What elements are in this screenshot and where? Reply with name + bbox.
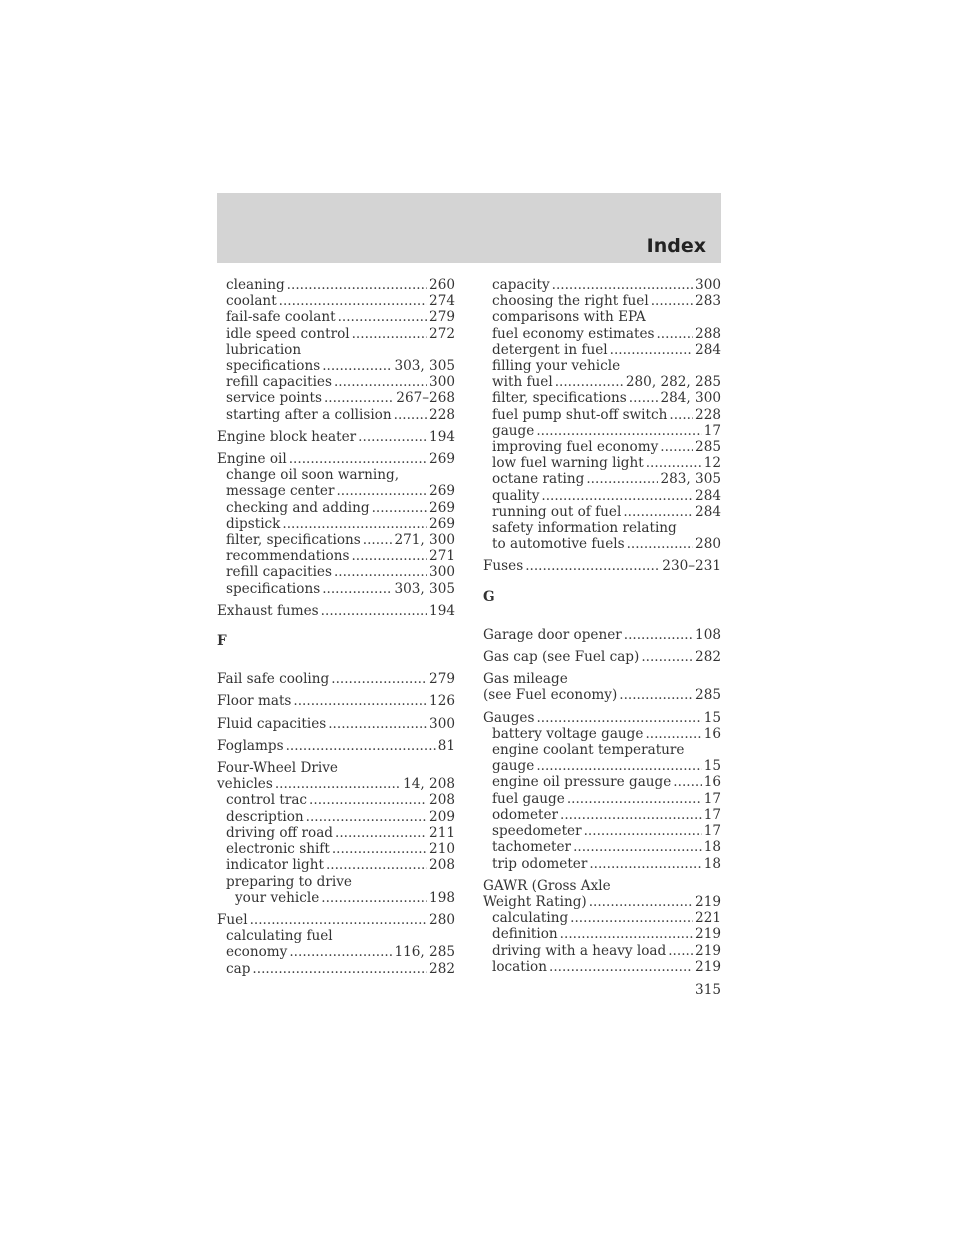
index-entry: cleaning ..... 260: [217, 277, 455, 293]
index-entry: control trac ..... 208: [217, 792, 455, 808]
section-letter: F: [217, 633, 227, 650]
index-entry: recommendations ..... 271: [217, 548, 455, 564]
index-entry: calculating ..... 221: [483, 910, 721, 926]
index-entry: battery voltage gauge ..... 16: [483, 726, 721, 742]
index-entry: specifications ..... 303, 305: [217, 581, 455, 597]
index-entry: starting after a collision ..... 228: [217, 407, 455, 423]
index-entry-line: Four-Wheel Drive: [217, 760, 338, 777]
index-entry: (see Fuel economy) ..... 285: [483, 687, 721, 703]
index-entry: running out of fuel ..... 284: [483, 504, 721, 520]
index-column-left: [217, 277, 455, 977]
index-entry: to automotive fuels ..... 280: [483, 536, 721, 552]
index-entry: Weight Rating) ..... 219: [483, 894, 721, 910]
index-entry: fuel gauge ..... 17: [483, 791, 721, 807]
header-band: [217, 193, 721, 263]
index-entry-line: lubrication: [226, 341, 302, 358]
index-entry: refill capacities ..... 300: [217, 374, 455, 390]
index-entry: description ..... 209: [217, 809, 455, 825]
index-entry-line: filling your vehicle: [492, 358, 621, 375]
index-column-right: [483, 277, 721, 975]
index-entry: fail-safe coolant ..... 279: [217, 309, 455, 325]
page-title: Index: [646, 235, 706, 257]
index-entry: tachometer ..... 18: [483, 839, 721, 855]
index-entry: coolant ..... 274: [217, 293, 455, 309]
index-entry: filter, specifications ..... 284, 300: [483, 390, 721, 406]
index-entry: Floor mats ..... 126: [217, 693, 455, 709]
index-entry: definition ..... 219: [483, 926, 721, 942]
index-entry-line: preparing to drive: [226, 873, 352, 890]
index-entry: gauge ..... 15: [483, 758, 721, 774]
index-entry: Fuses ..... 230–231: [483, 558, 721, 574]
index-entry: Fluid capacities ..... 300: [217, 716, 455, 732]
index-entry: vehicles ..... 14, 208: [217, 776, 455, 792]
index-entry: odometer ..... 17: [483, 807, 721, 823]
index-entry: filter, specifications ..... 271, 300: [217, 532, 455, 548]
index-entry: octane rating ..... 283, 305: [483, 471, 721, 487]
index-entry: quality ..... 284: [483, 488, 721, 504]
index-entry: message center ..... 269: [217, 483, 455, 499]
index-entry: Engine block heater ..... 194: [217, 429, 455, 445]
index-entry: electronic shift ..... 210: [217, 841, 455, 857]
index-entry: engine oil pressure gauge ..... 16: [483, 774, 721, 790]
index-entry: location ..... 219: [483, 959, 721, 975]
index-entry-line: change oil soon warning,: [226, 467, 400, 484]
index-entry: service points ..... 267–268: [217, 390, 455, 406]
index-entry: Garage door opener ..... 108: [483, 627, 721, 643]
index-entry: driving off road ..... 211: [217, 825, 455, 841]
index-entry: your vehicle ..... 198: [217, 890, 455, 906]
index-entry: improving fuel economy ..... 285: [483, 439, 721, 455]
index-entry: indicator light ..... 208: [217, 857, 455, 873]
index-entry: capacity ..... 300: [483, 277, 721, 293]
index-entry: specifications ..... 303, 305: [217, 358, 455, 374]
index-entry: fuel pump shut-off switch ..... 228: [483, 407, 721, 423]
index-entry-line: GAWR (Gross Axle: [483, 877, 611, 894]
index-entry-line: calculating fuel: [226, 928, 333, 945]
index-entry: cap ..... 282: [217, 961, 455, 977]
index-entry: speedometer ..... 17: [483, 823, 721, 839]
index-entry: Gauges ..... 15: [483, 710, 721, 726]
page-number: 315: [695, 982, 721, 998]
index-entry-line: engine coolant temperature: [492, 742, 685, 759]
index-entry: Foglamps ..... 81: [217, 738, 455, 754]
index-entry: refill capacities ..... 300: [217, 564, 455, 580]
index-entry: gauge ..... 17: [483, 423, 721, 439]
index-entry: choosing the right fuel ..... 283: [483, 293, 721, 309]
index-entry-line: safety information relating: [492, 520, 677, 537]
index-entry: detergent in fuel ..... 284: [483, 342, 721, 358]
index-entry: Gas cap (see Fuel cap) ..... 282: [483, 649, 721, 665]
index-entry: Fail safe cooling ..... 279: [217, 671, 455, 687]
section-letter: G: [483, 588, 495, 605]
index-entry-line: Gas mileage: [483, 671, 568, 688]
index-entry: low fuel warning light ..... 12: [483, 455, 721, 471]
index-entry: Fuel ..... 280: [217, 912, 455, 928]
index-entry: driving with a heavy load ..... 219: [483, 943, 721, 959]
index-entry: economy ..... 116, 285: [217, 944, 455, 960]
index-entry: trip odometer ..... 18: [483, 856, 721, 872]
index-entry: Exhaust fumes ..... 194: [217, 603, 455, 619]
index-entry: idle speed control ..... 272: [217, 326, 455, 342]
index-entry: Engine oil ..... 269: [217, 451, 455, 467]
index-entry: with fuel ..... 280, 282, 285: [483, 374, 721, 390]
index-entry: dipstick ..... 269: [217, 516, 455, 532]
index-entry: checking and adding ..... 269: [217, 500, 455, 516]
index-entry: fuel economy estimates ..... 288: [483, 326, 721, 342]
index-entry-line: comparisons with EPA: [492, 309, 646, 326]
